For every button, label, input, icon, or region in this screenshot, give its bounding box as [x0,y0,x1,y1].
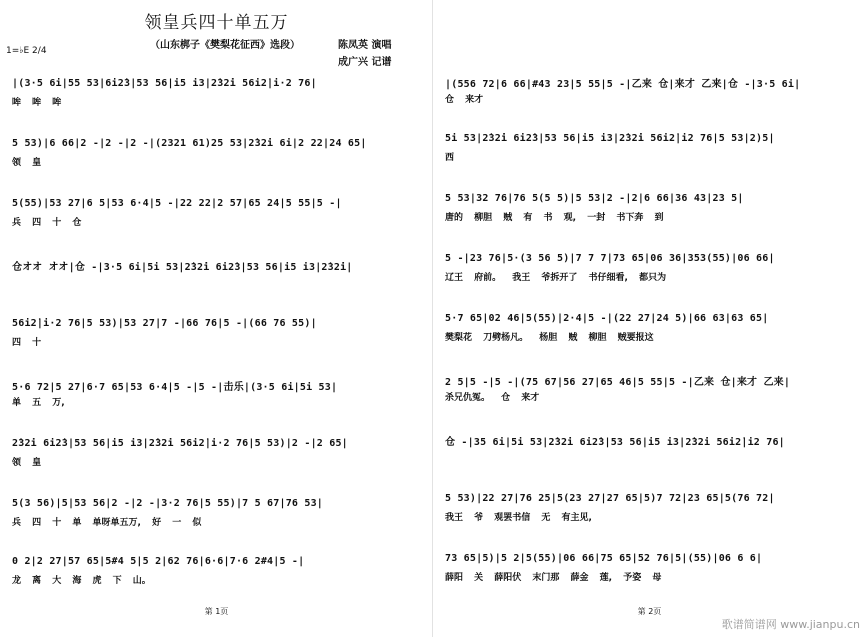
lyric-row: 樊梨花 刀劈杨凡。 杨胆 贼 柳胆 贼要报这 [445,333,654,343]
notation-row: 2̇32̇i 6i2̇3|53 56|i5 i3|2̇32̇i 56i2̇|i·2 76|5 53)|2 -|2 65| [12,438,348,449]
score-line [433,75,866,121]
notation-row: 5 53)|6 66|2 -|2 -|2 -|(2321 61)25 53|2̇32̇i 6i|2 22|24 65| [12,138,367,149]
lyric-row: 领 皇 [12,458,42,468]
transcriber-credit: 成广兴 记谱 [338,57,392,68]
score-line [433,493,866,539]
lyric-row: 兵 四 十 仓 [12,218,82,228]
notation-row: 5i 53|2̇32̇i 6i2̇3|53 56|i5 i3|2̇32̇i 56i2̇|i2 76|5 53|2)5| [445,133,775,144]
performer-credit: 陈凤英 演唱 [338,40,392,51]
score-line [433,133,866,179]
notation-row: 5 53)|22 27|76 25|5(23 27|27 65|5)7 72|23 65|5(76 72| [445,493,775,504]
lyric-row: 西 [445,153,455,163]
notation-row: 5·7 65|02 46|5(55)|2·4|5 -|(22 27|24 5)|66 63|63 65| [445,313,769,324]
notation-row: 73 65|5)|5 2|5(55)|06 66|75 65|52 76|5|(55)|06 6 6| [445,553,763,564]
score-line [0,258,433,304]
song-title: 领皇兵四十单五万 [144,13,289,33]
notation-row: 56i2̇|i·2 76|5 53)|53 27|7 -|66 76|5 -|(66 76 55)| [12,318,317,329]
page-number: 第 1页 [204,607,229,616]
score-line [433,373,866,419]
notation-row: 5(3 56)|5|53 56|2 -|2 -|3·2 76|5 55)|7 5 67|76 53| [12,498,324,509]
song-subtitle: （山东梆子《樊梨花征西》选段） [150,40,300,51]
lyric-row: 四 十 [12,338,42,348]
notation-row: 5 -|23 76|5·(3 56 5)|7 7 7|73 65|06 36|353(55)|06 66| [445,253,775,264]
notation-row: 0 2|2 27|57 65|5#4 5|5 2|62 76|6·6|7·6 2#4|5 -| [12,556,305,567]
notation-row: 5 53|32 76|76 5(5 5)|5 53|2 -|2|6 66|36 43|23 5| [445,193,744,204]
notation-row: 5(55)|53 27|6 5|53 6·4|5 -|22 22|2 57|65 24|5 55|5 -| [12,198,342,209]
site-watermark: 歌谱简谱网 www.jianpu.cn [721,618,860,631]
lyric-row: 我王 爷 观罢书信 无 有主见, [445,513,592,523]
score-line [0,498,433,544]
score-line [433,553,866,599]
notation-row: 仓 -|35 6i|5i 53|2̇32̇i 6i2̇3|53 56|i5 i3|2̇32̇i 56i2̇|i2 76| [445,437,785,448]
lyric-row: 兵 四 十 单 单呀单五万, 好 一 似 [12,518,202,528]
lyric-row: 辽王 府前。 我王 爷拆开了 书仔细看, 都只为 [445,273,667,283]
lyric-row: 薛阳 关 薛阳伏 末门那 薛金 莲, 予姿 母 [445,573,662,583]
score-line [0,318,433,364]
notation-row: 2 5|5 -|5 -|(75 67|56 27|65 46|5 55|5 -|乙来 仓|来才 乙来| [445,377,791,388]
score-line [0,378,433,424]
notation-row: |(556 72|6 66|#43 23|5 55|5 -|乙来 仓|来才 乙来|仓 -|3·5 6i| [445,79,801,90]
lyric-row: 领 皇 [12,158,42,168]
score-line [433,253,866,299]
notation-row: |(3·5 6i|55 53|6i2̇3|53 56|i5 i3|2̇32̇i 56i2̇|i·2 76| [12,78,317,89]
notation-row: 仓オオ オオ|仓 -|3·5 6i|5i 53|2̇32̇i 6i2̇3|53 56|i5 i3|2̇32̇i| [12,262,353,273]
lyric-row: 杀兄仇冤。 仓 来才 [445,393,540,403]
lyric-row: 哞 哞 哞 [12,98,62,108]
key-signature: 1=♭E 2/4 [6,46,47,56]
score-line [433,193,866,239]
page-number: 第 2页 [637,607,662,616]
score-line [0,78,433,124]
score-line [0,138,433,184]
score-line [0,198,433,244]
lyric-row: 仓 来才 [445,95,484,105]
lyric-row: 单 五 万, [12,398,65,408]
score-line [433,433,866,479]
score-line [0,556,433,602]
lyric-row: 唐的 柳胆 贼 有 书 观, 一封 书下奔 到 [445,213,664,223]
notation-row: 5·6 72|5 27|6·7 65|53 6·4|5 -|5 -|击乐|(3·5 6i|5i 53| [12,382,338,393]
score-line [0,438,433,484]
score-page-2 [433,0,866,637]
lyric-row: 龙 离 大 海 虎 下 山。 [12,576,151,586]
score-line [433,313,866,359]
